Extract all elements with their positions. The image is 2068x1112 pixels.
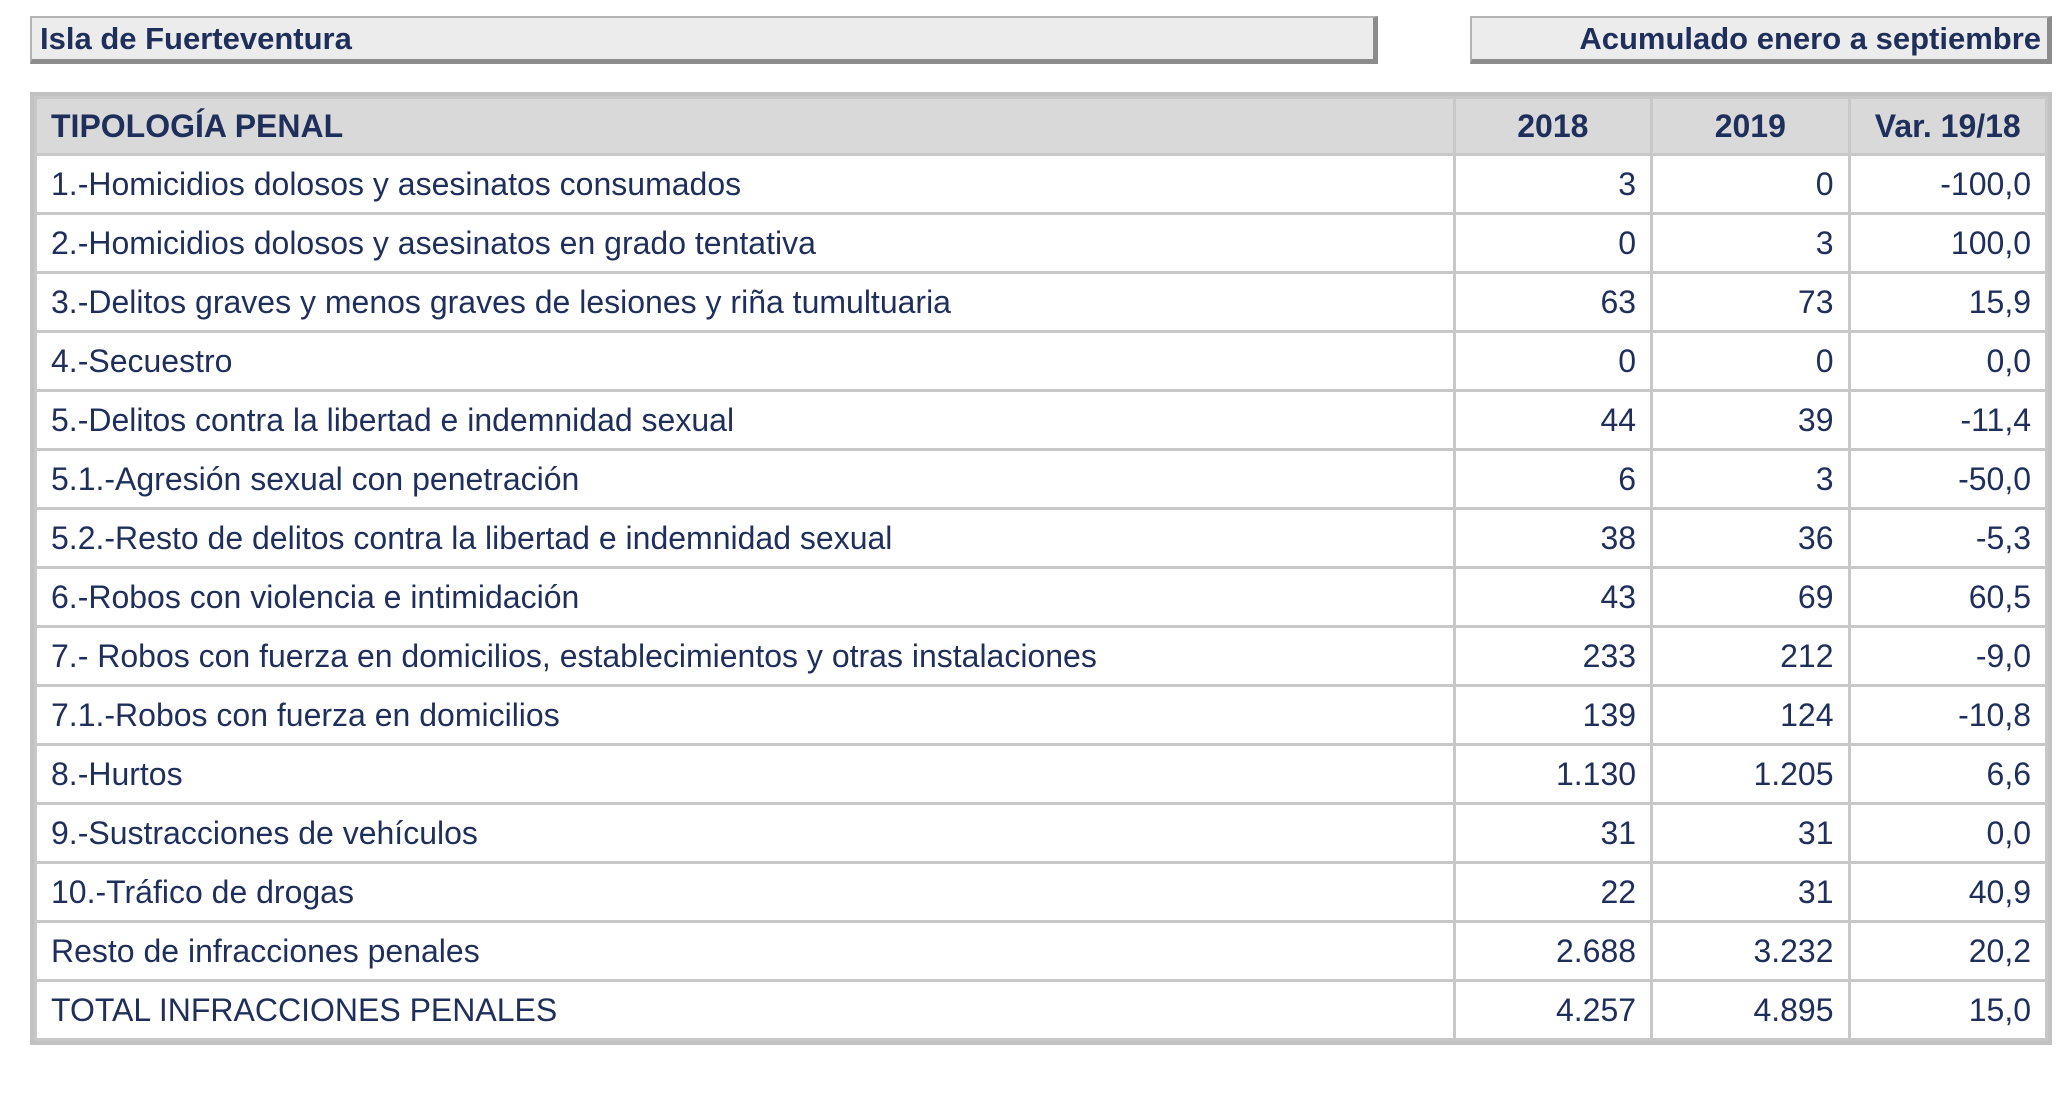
cell-variation: 40,9 bbox=[1849, 863, 2046, 922]
cell-variation: 100,0 bbox=[1849, 214, 2046, 273]
cell-2018: 1.130 bbox=[1454, 745, 1651, 804]
cell-2019: 69 bbox=[1652, 568, 1849, 627]
row-label: 4.-Secuestro bbox=[36, 332, 1455, 391]
cell-2018: 44 bbox=[1454, 391, 1651, 450]
row-label: TOTAL INFRACCIONES PENALES bbox=[36, 981, 1455, 1040]
table-row bbox=[36, 332, 2047, 391]
cell-2019: 3.232 bbox=[1652, 922, 1849, 981]
row-label: 2.-Homicidios dolosos y asesinatos en grado tentativa bbox=[36, 214, 1455, 273]
cell-2019: 1.205 bbox=[1652, 745, 1849, 804]
table-row bbox=[36, 568, 2047, 627]
cell-variation: 15,0 bbox=[1849, 981, 2046, 1040]
table-row bbox=[36, 922, 2047, 981]
table-row bbox=[36, 509, 2047, 568]
cell-variation: -50,0 bbox=[1849, 450, 2046, 509]
row-label: 9.-Sustracciones de vehículos bbox=[36, 804, 1455, 863]
cell-2019: 3 bbox=[1652, 214, 1849, 273]
cell-2019: 36 bbox=[1652, 509, 1849, 568]
table-row bbox=[36, 863, 2047, 922]
cell-variation: 0,0 bbox=[1849, 332, 2046, 391]
cell-2019: 39 bbox=[1652, 391, 1849, 450]
cell-2018: 4.257 bbox=[1454, 981, 1651, 1040]
cell-2018: 3 bbox=[1454, 155, 1651, 214]
cell-2018: 63 bbox=[1454, 273, 1651, 332]
cell-2018: 31 bbox=[1454, 804, 1651, 863]
table-row bbox=[36, 273, 2047, 332]
cell-2019: 73 bbox=[1652, 273, 1849, 332]
row-label: 8.-Hurtos bbox=[36, 745, 1455, 804]
cell-2018: 22 bbox=[1454, 863, 1651, 922]
table-row bbox=[36, 686, 2047, 745]
cell-2018: 2.688 bbox=[1454, 922, 1651, 981]
row-label: Resto de infracciones penales bbox=[36, 922, 1455, 981]
cell-2019: 31 bbox=[1652, 863, 1849, 922]
crime-statistics-table bbox=[34, 96, 2048, 1041]
cell-2019: 4.895 bbox=[1652, 981, 1849, 1040]
row-label: 3.-Delitos graves y menos graves de lesiones y riña tumultuaria bbox=[36, 273, 1455, 332]
cell-2018: 38 bbox=[1454, 509, 1651, 568]
region-title: Isla de Fuerteventura bbox=[30, 16, 1378, 64]
table-row bbox=[36, 804, 2047, 863]
cell-2018: 0 bbox=[1454, 214, 1651, 273]
column-header-variation: Var. 19/18 bbox=[1849, 98, 2046, 155]
table-row bbox=[36, 214, 2047, 273]
cell-variation: 20,2 bbox=[1849, 922, 2046, 981]
crime-table-container bbox=[30, 92, 2052, 1045]
table-row-total bbox=[36, 981, 2047, 1040]
cell-2018: 0 bbox=[1454, 332, 1651, 391]
column-header-2018: 2018 bbox=[1454, 98, 1651, 155]
cell-2019: 0 bbox=[1652, 155, 1849, 214]
row-label: 5.2.-Resto de delitos contra la libertad e indemnidad sexual bbox=[36, 509, 1455, 568]
cell-variation: -9,0 bbox=[1849, 627, 2046, 686]
cell-variation: 15,9 bbox=[1849, 273, 2046, 332]
column-header-typology: TIPOLOGÍA PENAL bbox=[36, 98, 1455, 155]
cell-2019: 31 bbox=[1652, 804, 1849, 863]
cell-2018: 43 bbox=[1454, 568, 1651, 627]
table-row bbox=[36, 155, 2047, 214]
row-label: 10.-Tráfico de drogas bbox=[36, 863, 1455, 922]
table-row bbox=[36, 745, 2047, 804]
table-row bbox=[36, 450, 2047, 509]
cell-2018: 139 bbox=[1454, 686, 1651, 745]
cell-variation: -11,4 bbox=[1849, 391, 2046, 450]
cell-variation: 0,0 bbox=[1849, 804, 2046, 863]
table-row bbox=[36, 627, 2047, 686]
cell-2019: 124 bbox=[1652, 686, 1849, 745]
row-label: 5.1.-Agresión sexual con penetración bbox=[36, 450, 1455, 509]
row-label: 7.1.-Robos con fuerza en domicilios bbox=[36, 686, 1455, 745]
cell-2018: 6 bbox=[1454, 450, 1651, 509]
row-label: 6.-Robos con violencia e intimidación bbox=[36, 568, 1455, 627]
cell-variation: 6,6 bbox=[1849, 745, 2046, 804]
column-header-2019: 2019 bbox=[1652, 98, 1849, 155]
cell-2019: 3 bbox=[1652, 450, 1849, 509]
cell-2019: 212 bbox=[1652, 627, 1849, 686]
table-row bbox=[36, 391, 2047, 450]
cell-variation: 60,5 bbox=[1849, 568, 2046, 627]
row-label: 1.-Homicidios dolosos y asesinatos consumados bbox=[36, 155, 1455, 214]
cell-2018: 233 bbox=[1454, 627, 1651, 686]
period-title: Acumulado enero a septiembre bbox=[1470, 16, 2052, 64]
row-label: 5.-Delitos contra la libertad e indemnidad sexual bbox=[36, 391, 1455, 450]
row-label: 7.- Robos con fuerza en domicilios, establecimientos y otras instalaciones bbox=[36, 627, 1455, 686]
cell-variation: -10,8 bbox=[1849, 686, 2046, 745]
cell-variation: -100,0 bbox=[1849, 155, 2046, 214]
table-header-row bbox=[36, 98, 2047, 155]
cell-variation: -5,3 bbox=[1849, 509, 2046, 568]
cell-2019: 0 bbox=[1652, 332, 1849, 391]
